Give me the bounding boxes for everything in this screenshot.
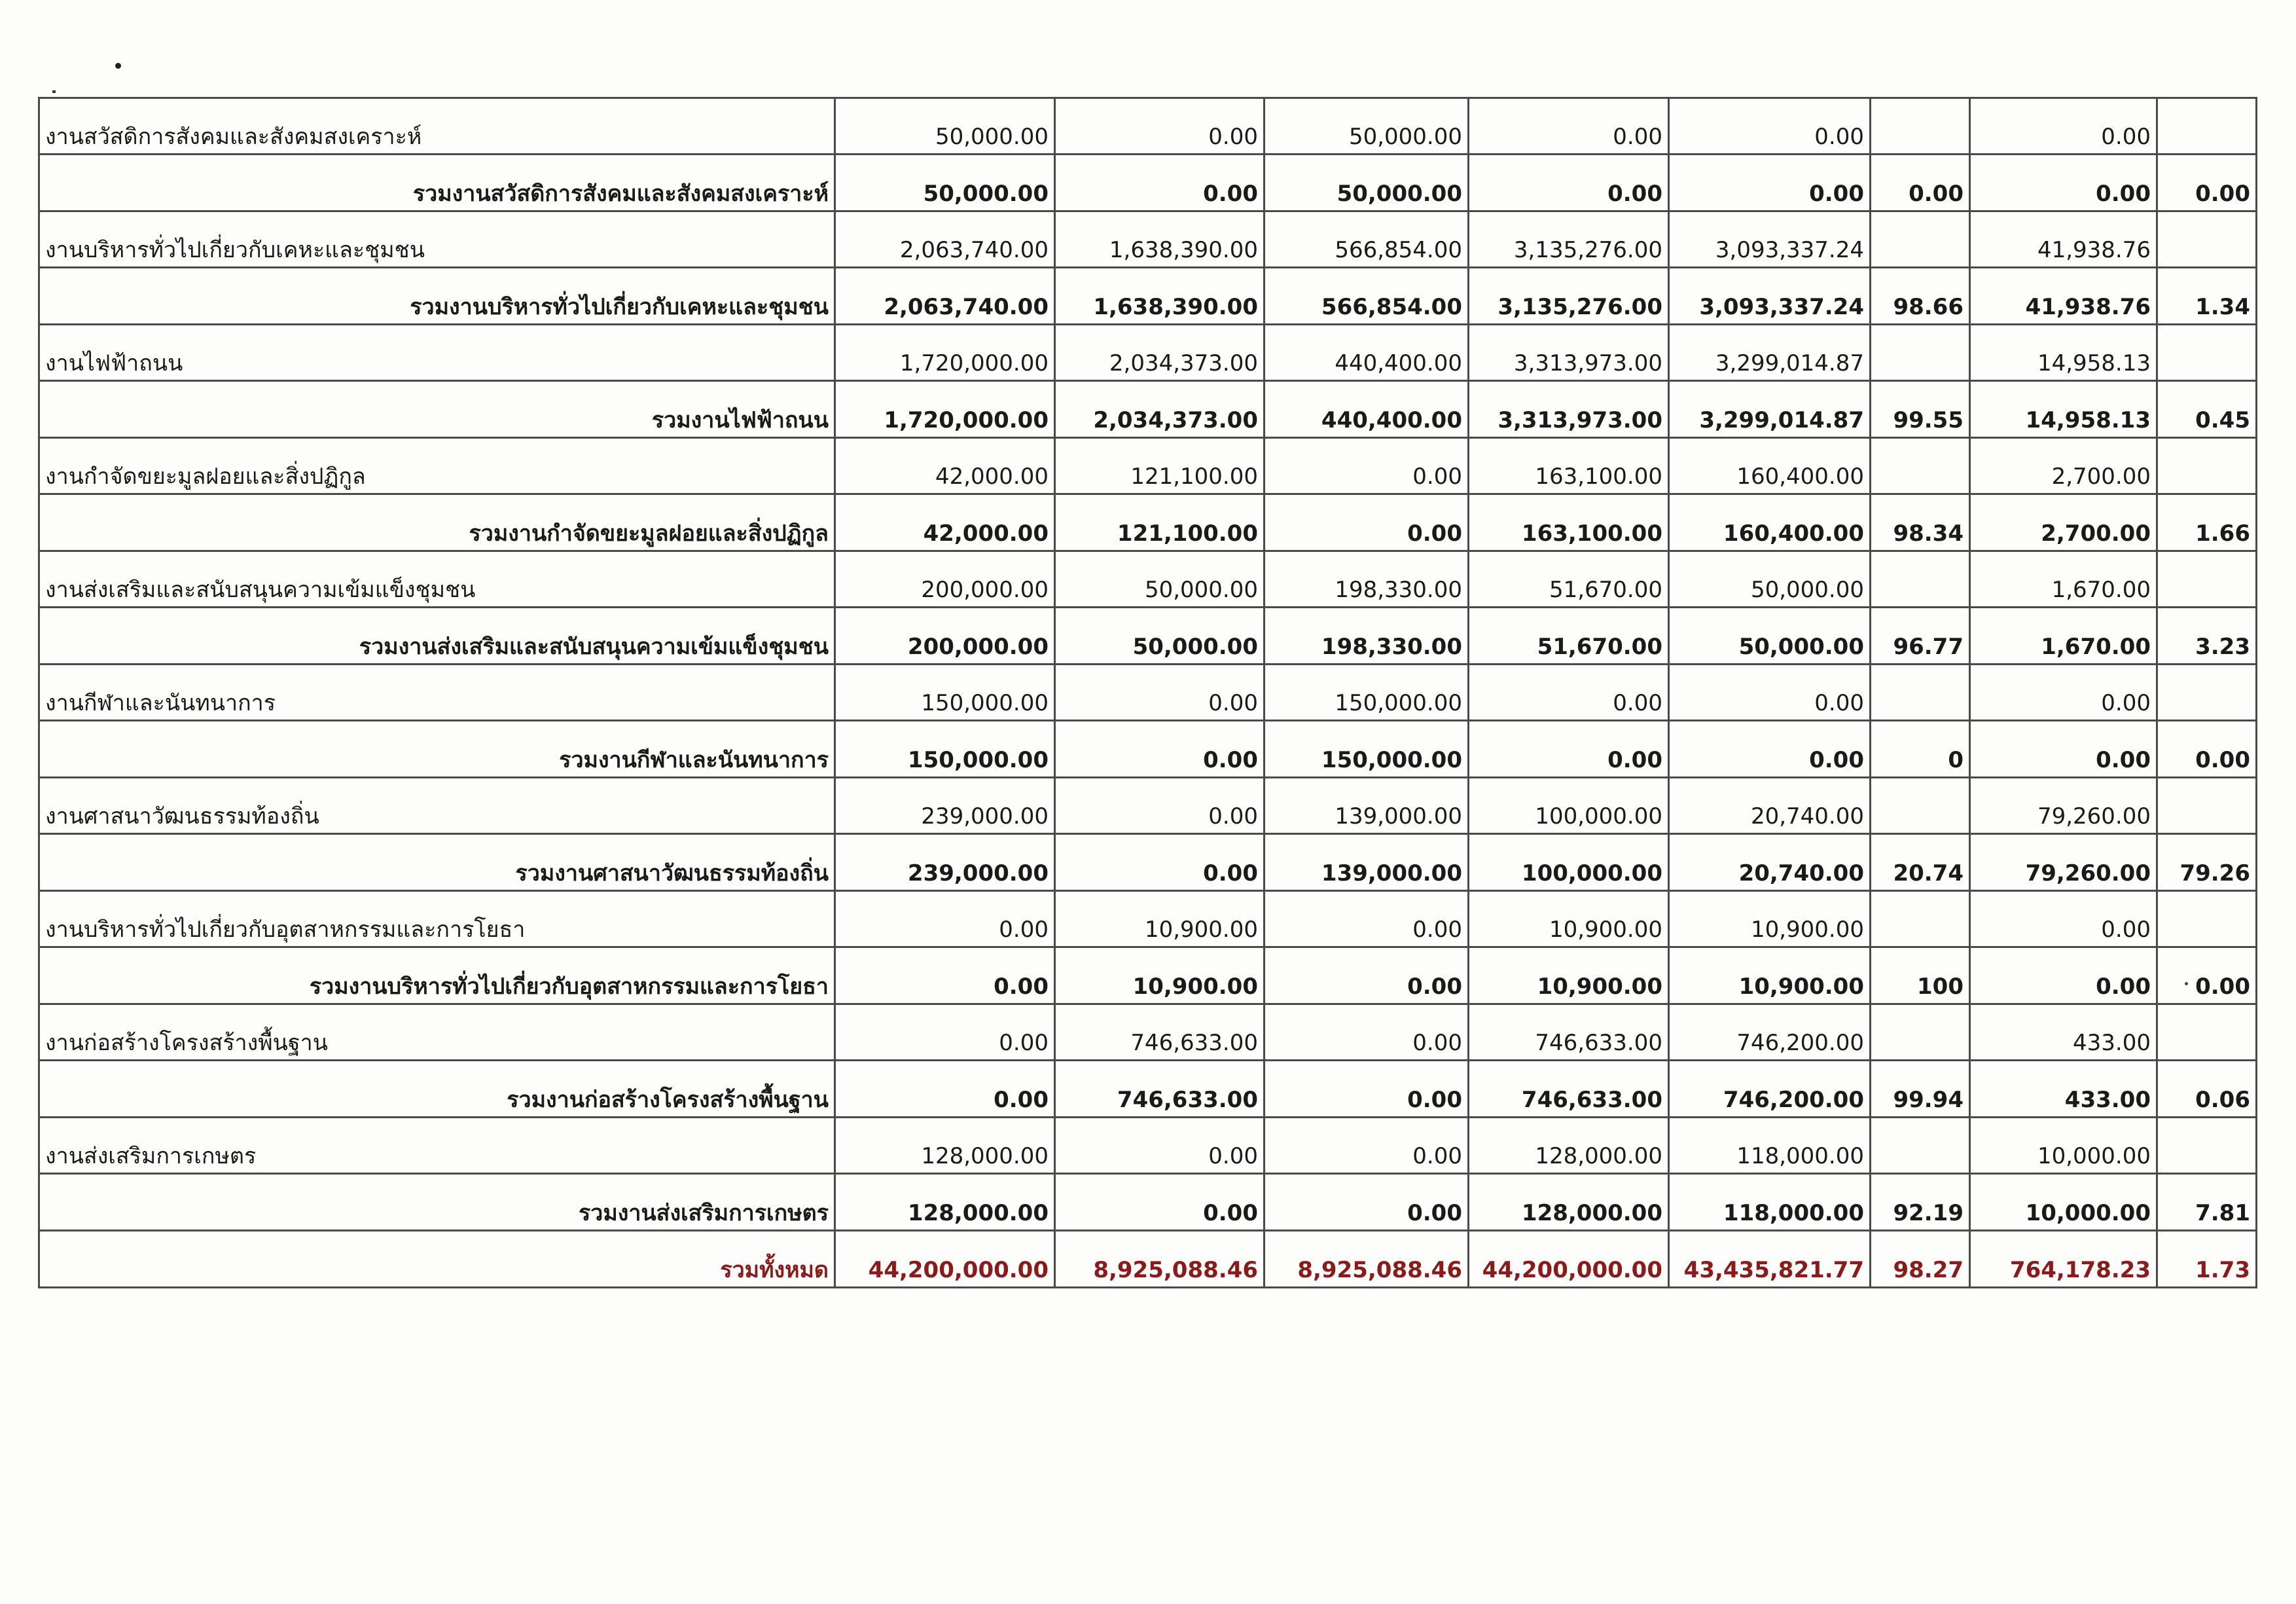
remaining-cell: 433.00 (1970, 1004, 2157, 1061)
disbursed-percent-cell: 98.27 (1871, 1231, 1970, 1288)
remaining-cell: 2,700.00 (1970, 494, 2157, 551)
budget-transfer-in-cell: 1,638,390.00 (1055, 268, 1265, 325)
subtotal-row (39, 268, 2257, 325)
budget-original-cell: 239,000.00 (835, 778, 1055, 834)
budget-transfer-out-cell: 50,000.00 (1265, 98, 1469, 155)
budget-net-cell: 0.00 (1469, 665, 1669, 721)
item-row (39, 438, 2257, 494)
budget-transfer-in-cell: 746,633.00 (1055, 1061, 1265, 1118)
row-name-cell: รวมงานสวัสดิการสังคมและสังคมสงเคราะห์ (39, 155, 835, 211)
remaining-percent-cell (2157, 438, 2257, 494)
row-name-cell: รวมงานศาสนาวัฒนธรรมท้องถิ่น (39, 834, 835, 891)
disbursed-cell: 0.00 (1669, 721, 1871, 778)
disbursed-cell: 3,093,337.24 (1669, 211, 1871, 268)
remaining-cell: 10,000.00 (1970, 1174, 2157, 1231)
remaining-percent-cell: 1.66 (2157, 494, 2257, 551)
disbursed-percent-cell: 0 (1871, 721, 1970, 778)
budget-net-cell: 100,000.00 (1469, 778, 1669, 834)
budget-transfer-out-cell: 0.00 (1265, 494, 1469, 551)
disbursed-cell: 3,299,014.87 (1669, 381, 1871, 438)
budget-original-cell: 2,063,740.00 (835, 211, 1055, 268)
budget-net-cell: 51,670.00 (1469, 551, 1669, 608)
budget-net-cell: 163,100.00 (1469, 494, 1669, 551)
budget-original-cell: 0.00 (835, 1004, 1055, 1061)
budget-net-cell: 746,633.00 (1469, 1004, 1669, 1061)
remaining-percent-cell: 7.81 (2157, 1174, 2257, 1231)
budget-transfer-out-cell: 8,925,088.46 (1265, 1231, 1469, 1288)
remaining-percent-cell (2157, 665, 2257, 721)
budget-transfer-out-cell: 139,000.00 (1265, 778, 1469, 834)
budget-transfer-in-cell: 0.00 (1055, 665, 1265, 721)
item-row (39, 211, 2257, 268)
budget-transfer-out-cell: 198,330.00 (1265, 608, 1469, 665)
budget-original-cell: 42,000.00 (835, 494, 1055, 551)
budget-transfer-in-cell: 0.00 (1055, 778, 1265, 834)
remaining-cell: 41,938.76 (1970, 211, 2157, 268)
scan-speck (115, 63, 121, 69)
remaining-cell: 79,260.00 (1970, 778, 2157, 834)
budget-net-cell: 746,633.00 (1469, 1061, 1669, 1118)
row-name-cell: รวมงานก่อสร้างโครงสร้างพื้นฐาน (39, 1061, 835, 1118)
item-row (39, 778, 2257, 834)
disbursed-cell: 3,093,337.24 (1669, 268, 1871, 325)
budget-net-cell: 0.00 (1469, 155, 1669, 211)
remaining-cell: 41,938.76 (1970, 268, 2157, 325)
item-row (39, 1118, 2257, 1174)
disbursed-cell: 10,900.00 (1669, 891, 1871, 947)
budget-transfer-in-cell: 0.00 (1055, 155, 1265, 211)
budget-original-cell: 0.00 (835, 947, 1055, 1004)
disbursed-cell: 20,740.00 (1669, 834, 1871, 891)
budget-original-cell: 0.00 (835, 1061, 1055, 1118)
budget-transfer-out-cell: 0.00 (1265, 891, 1469, 947)
remaining-cell: 14,958.13 (1970, 325, 2157, 381)
remaining-percent-cell (2157, 778, 2257, 834)
budget-transfer-out-cell: 139,000.00 (1265, 834, 1469, 891)
disbursed-cell: 0.00 (1669, 665, 1871, 721)
remaining-cell: 0.00 (1970, 155, 2157, 211)
remaining-cell: 0.00 (1970, 721, 2157, 778)
remaining-cell: 79,260.00 (1970, 834, 2157, 891)
budget-table-body (39, 98, 2257, 1288)
row-name-cell: งานกีฬาและนันทนาการ (39, 665, 835, 721)
budget-net-cell: 3,313,973.00 (1469, 325, 1669, 381)
remaining-percent-cell (2157, 211, 2257, 268)
remaining-cell: 10,000.00 (1970, 1118, 2157, 1174)
disbursed-percent-cell (1871, 438, 1970, 494)
budget-transfer-out-cell: 440,400.00 (1265, 381, 1469, 438)
remaining-cell: 0.00 (1970, 947, 2157, 1004)
budget-transfer-in-cell: 0.00 (1055, 721, 1265, 778)
row-name-cell: งานศาสนาวัฒนธรรมท้องถิ่น (39, 778, 835, 834)
disbursed-percent-cell (1871, 211, 1970, 268)
grand-total-row (39, 1231, 2257, 1288)
remaining-cell: 764,178.23 (1970, 1231, 2157, 1288)
budget-net-cell: 128,000.00 (1469, 1118, 1669, 1174)
budget-net-cell: 0.00 (1469, 98, 1669, 155)
remaining-cell: 14,958.13 (1970, 381, 2157, 438)
subtotal-row (39, 721, 2257, 778)
budget-transfer-in-cell: 746,633.00 (1055, 1004, 1265, 1061)
budget-transfer-in-cell: 0.00 (1055, 1174, 1265, 1231)
budget-transfer-in-cell: 0.00 (1055, 98, 1265, 155)
subtotal-row (39, 494, 2257, 551)
item-row (39, 98, 2257, 155)
row-name-cell: งานก่อสร้างโครงสร้างพื้นฐาน (39, 1004, 835, 1061)
budget-original-cell: 50,000.00 (835, 155, 1055, 211)
remaining-percent-cell: 0.06 (2157, 1061, 2257, 1118)
row-name-cell: รวมงานกำจัดขยะมูลฝอยและสิ่งปฏิกูล (39, 494, 835, 551)
budget-original-cell: 200,000.00 (835, 551, 1055, 608)
budget-original-cell: 1,720,000.00 (835, 325, 1055, 381)
remaining-percent-cell: 0.45 (2157, 381, 2257, 438)
remaining-percent-cell (2157, 98, 2257, 155)
budget-table (38, 97, 2257, 1288)
subtotal-row (39, 1061, 2257, 1118)
row-name-cell: รวมงานกีฬาและนันทนาการ (39, 721, 835, 778)
item-row (39, 665, 2257, 721)
budget-original-cell: 0.00 (835, 891, 1055, 947)
disbursed-percent-cell: 0.00 (1871, 155, 1970, 211)
budget-transfer-out-cell: 0.00 (1265, 1174, 1469, 1231)
subtotal-row (39, 947, 2257, 1004)
disbursed-cell: 0.00 (1669, 98, 1871, 155)
remaining-cell: 2,700.00 (1970, 438, 2157, 494)
budget-net-cell: 3,313,973.00 (1469, 381, 1669, 438)
budget-transfer-in-cell: 10,900.00 (1055, 891, 1265, 947)
remaining-percent-cell: 79.26 (2157, 834, 2257, 891)
budget-net-cell: 100,000.00 (1469, 834, 1669, 891)
disbursed-cell: 43,435,821.77 (1669, 1231, 1871, 1288)
budget-transfer-out-cell: 50,000.00 (1265, 155, 1469, 211)
disbursed-cell: 746,200.00 (1669, 1061, 1871, 1118)
remaining-cell: 0.00 (1970, 891, 2157, 947)
budget-transfer-out-cell: 0.00 (1265, 1061, 1469, 1118)
budget-transfer-out-cell: 440,400.00 (1265, 325, 1469, 381)
disbursed-percent-cell: 98.34 (1871, 494, 1970, 551)
remaining-percent-cell: 1.73 (2157, 1231, 2257, 1288)
disbursed-percent-cell (1871, 665, 1970, 721)
disbursed-percent-cell (1871, 1004, 1970, 1061)
budget-net-cell: 0.00 (1469, 721, 1669, 778)
item-row (39, 325, 2257, 381)
budget-net-cell: 51,670.00 (1469, 608, 1669, 665)
budget-net-cell: 10,900.00 (1469, 947, 1669, 1004)
disbursed-percent-cell: 92.19 (1871, 1174, 1970, 1231)
budget-original-cell: 1,720,000.00 (835, 381, 1055, 438)
budget-net-cell: 44,200,000.00 (1469, 1231, 1669, 1288)
budget-transfer-in-cell: 1,638,390.00 (1055, 211, 1265, 268)
budget-transfer-in-cell: 2,034,373.00 (1055, 325, 1265, 381)
remaining-cell: 1,670.00 (1970, 608, 2157, 665)
budget-transfer-out-cell: 566,854.00 (1265, 268, 1469, 325)
budget-transfer-out-cell: 150,000.00 (1265, 665, 1469, 721)
budget-net-cell: 3,135,276.00 (1469, 268, 1669, 325)
row-name-cell: รวมทั้งหมด (39, 1231, 835, 1288)
remaining-percent-cell (2157, 891, 2257, 947)
disbursed-cell: 118,000.00 (1669, 1118, 1871, 1174)
budget-transfer-out-cell: 0.00 (1265, 438, 1469, 494)
item-row (39, 891, 2257, 947)
budget-original-cell: 150,000.00 (835, 665, 1055, 721)
budget-transfer-out-cell: 566,854.00 (1265, 211, 1469, 268)
disbursed-percent-cell (1871, 551, 1970, 608)
disbursed-cell: 10,900.00 (1669, 947, 1871, 1004)
budget-transfer-in-cell: 10,900.00 (1055, 947, 1265, 1004)
subtotal-row (39, 155, 2257, 211)
remaining-cell: 433.00 (1970, 1061, 2157, 1118)
row-name-cell: รวมงานส่งเสริมการเกษตร (39, 1174, 835, 1231)
budget-original-cell: 44,200,000.00 (835, 1231, 1055, 1288)
row-name-cell: งานไฟฟ้าถนน (39, 325, 835, 381)
disbursed-cell: 160,400.00 (1669, 494, 1871, 551)
remaining-cell: 1,670.00 (1970, 551, 2157, 608)
budget-transfer-in-cell: 121,100.00 (1055, 438, 1265, 494)
budget-original-cell: 50,000.00 (835, 98, 1055, 155)
remaining-cell: 0.00 (1970, 665, 2157, 721)
remaining-percent-cell (2157, 1118, 2257, 1174)
budget-transfer-out-cell: 150,000.00 (1265, 721, 1469, 778)
disbursed-cell: 160,400.00 (1669, 438, 1871, 494)
disbursed-percent-cell: 98.66 (1871, 268, 1970, 325)
row-name-cell: งานบริหารทั่วไปเกี่ยวกับอุตสาหกรรมและการโยธา (39, 891, 835, 947)
disbursed-percent-cell: 96.77 (1871, 608, 1970, 665)
budget-transfer-out-cell: 0.00 (1265, 1118, 1469, 1174)
scan-speck (52, 90, 56, 93)
budget-transfer-in-cell: 0.00 (1055, 834, 1265, 891)
budget-transfer-out-cell: 0.00 (1265, 947, 1469, 1004)
budget-transfer-in-cell: 121,100.00 (1055, 494, 1265, 551)
disbursed-cell: 20,740.00 (1669, 778, 1871, 834)
disbursed-cell: 0.00 (1669, 155, 1871, 211)
budget-original-cell: 239,000.00 (835, 834, 1055, 891)
row-name-cell: รวมงานไฟฟ้าถนน (39, 381, 835, 438)
disbursed-percent-cell: 99.55 (1871, 381, 1970, 438)
disbursed-cell: 118,000.00 (1669, 1174, 1871, 1231)
budget-transfer-out-cell: 198,330.00 (1265, 551, 1469, 608)
remaining-cell: 0.00 (1970, 98, 2157, 155)
budget-transfer-out-cell: 0.00 (1265, 1004, 1469, 1061)
remaining-percent-cell: 3.23 (2157, 608, 2257, 665)
remaining-percent-cell (2157, 551, 2257, 608)
budget-net-cell: 163,100.00 (1469, 438, 1669, 494)
disbursed-percent-cell (1871, 778, 1970, 834)
subtotal-row (39, 381, 2257, 438)
budget-transfer-in-cell: 50,000.00 (1055, 551, 1265, 608)
row-name-cell: งานส่งเสริมการเกษตร (39, 1118, 835, 1174)
disbursed-percent-cell (1871, 98, 1970, 155)
disbursed-cell: 50,000.00 (1669, 551, 1871, 608)
item-row (39, 551, 2257, 608)
remaining-percent-cell (2157, 1004, 2257, 1061)
budget-net-cell: 3,135,276.00 (1469, 211, 1669, 268)
disbursed-cell: 746,200.00 (1669, 1004, 1871, 1061)
subtotal-row (39, 834, 2257, 891)
remaining-percent-cell: 0.00 (2157, 155, 2257, 211)
remaining-percent-cell: 0.00 (2157, 947, 2257, 1004)
budget-net-cell: 128,000.00 (1469, 1174, 1669, 1231)
row-name-cell: งานสวัสดิการสังคมและสังคมสงเคราะห์ (39, 98, 835, 155)
row-name-cell: งานบริหารทั่วไปเกี่ยวกับเคหะและชุมชน (39, 211, 835, 268)
subtotal-row (39, 608, 2257, 665)
row-name-cell: งานส่งเสริมและสนับสนุนความเข้มแข็งชุมชน (39, 551, 835, 608)
budget-original-cell: 2,063,740.00 (835, 268, 1055, 325)
budget-transfer-in-cell: 8,925,088.46 (1055, 1231, 1265, 1288)
budget-transfer-in-cell: 0.00 (1055, 1118, 1265, 1174)
disbursed-percent-cell (1871, 1118, 1970, 1174)
disbursed-percent-cell: 100 (1871, 947, 1970, 1004)
budget-original-cell: 150,000.00 (835, 721, 1055, 778)
budget-original-cell: 200,000.00 (835, 608, 1055, 665)
remaining-percent-cell: 0.00 (2157, 721, 2257, 778)
row-name-cell: งานกำจัดขยะมูลฝอยและสิ่งปฏิกูล (39, 438, 835, 494)
budget-transfer-in-cell: 50,000.00 (1055, 608, 1265, 665)
disbursed-percent-cell (1871, 891, 1970, 947)
disbursed-percent-cell: 20.74 (1871, 834, 1970, 891)
disbursed-percent-cell (1871, 325, 1970, 381)
row-name-cell: รวมงานส่งเสริมและสนับสนุนความเข้มแข็งชุมชน (39, 608, 835, 665)
disbursed-cell: 3,299,014.87 (1669, 325, 1871, 381)
budget-original-cell: 128,000.00 (835, 1174, 1055, 1231)
disbursed-percent-cell: 99.94 (1871, 1061, 1970, 1118)
subtotal-row (39, 1174, 2257, 1231)
remaining-percent-cell: 1.34 (2157, 268, 2257, 325)
remaining-percent-cell (2157, 325, 2257, 381)
budget-transfer-in-cell: 2,034,373.00 (1055, 381, 1265, 438)
budget-original-cell: 42,000.00 (835, 438, 1055, 494)
item-row (39, 1004, 2257, 1061)
budget-original-cell: 128,000.00 (835, 1118, 1055, 1174)
row-name-cell: รวมงานบริหารทั่วไปเกี่ยวกับเคหะและชุมชน (39, 268, 835, 325)
row-name-cell: รวมงานบริหารทั่วไปเกี่ยวกับอุตสาหกรรมและการโยธา (39, 947, 835, 1004)
budget-net-cell: 10,900.00 (1469, 891, 1669, 947)
disbursed-cell: 50,000.00 (1669, 608, 1871, 665)
